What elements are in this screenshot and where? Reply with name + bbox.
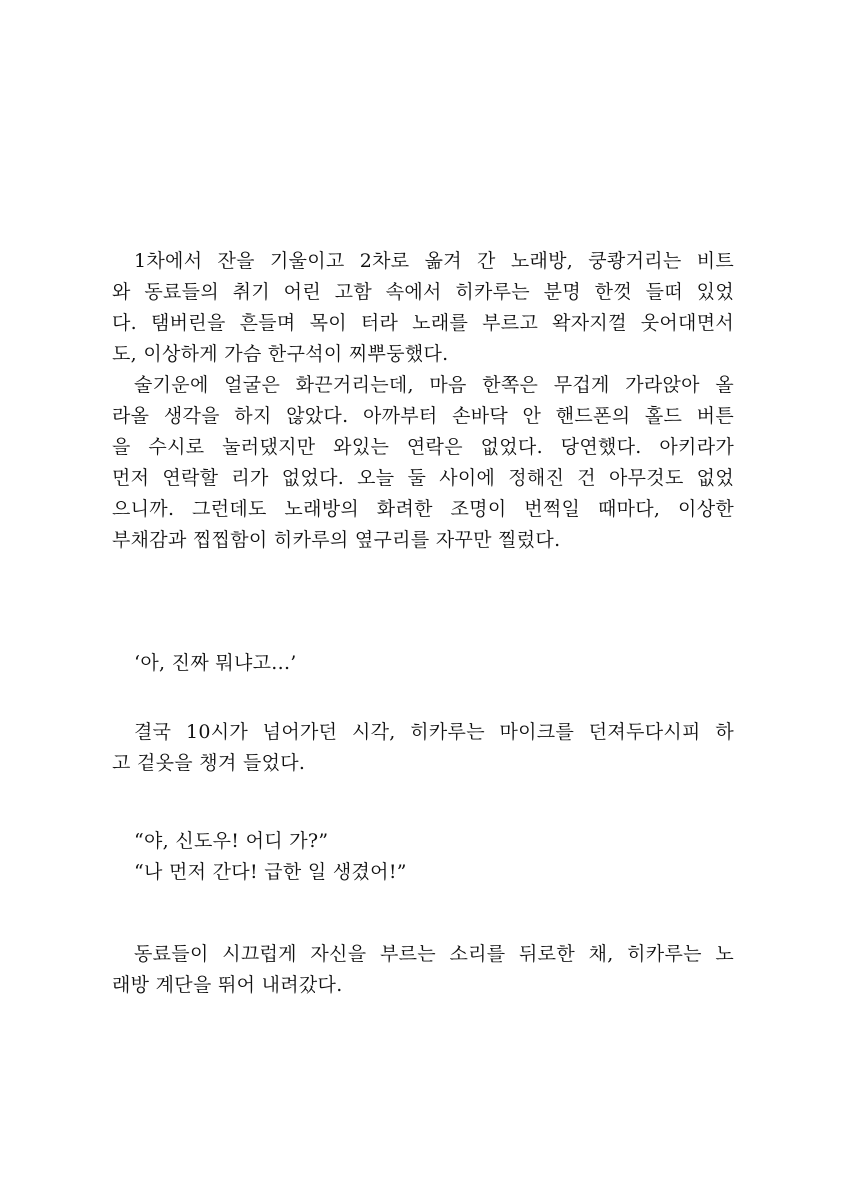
text-line: 으니까. 그런데도 노래방의 화려한 조명이 번쩍일 때마다, 이상한 [112, 498, 734, 520]
text-line: 술기운에 얼굴은 화끈거리는데, 마음 한쪽은 무겁게 가라앉아 올 [134, 374, 734, 396]
text-line: 라올 생각을 하지 않았다. 아까부터 손바닥 안 핸드폰의 홀드 버튼 [112, 405, 734, 427]
text-line: 결국 10시가 넘어가던 시각, 히카루는 마이크를 던져두다시피 하 [134, 721, 734, 743]
text-line: 먼저 연락할 리가 없었다. 오늘 둘 사이에 정해진 건 아무것도 없었 [112, 467, 734, 489]
text-line: 을 수시로 눌러댔지만 와있는 연락은 없었다. 당연했다. 아키라가 [112, 436, 734, 458]
text-line: “야, 신도우! 어디 가?” [134, 830, 329, 852]
paragraph-1 [112, 246, 734, 370]
text-line: ‘아, 진짜 뭐냐고...’ [134, 652, 297, 674]
paragraph-2 [112, 370, 734, 556]
text-line: 도, 이상하게 가슴 한구석이 찌뿌둥했다. [112, 343, 449, 365]
text-line: “나 먼저 간다! 급한 일 생겼어!” [134, 861, 407, 883]
paragraph-4 [112, 717, 734, 779]
text-line: 부채감과 찝찝함이 히카루의 옆구리를 자꾸만 찔렀다. [112, 529, 561, 551]
text-line: 동료들이 시끄럽게 자신을 부르는 소리를 뒤로한 채, 히카루는 노 [134, 943, 734, 965]
text-line: 1차에서 잔을 기울이고 2차로 옮겨 간 노래방, 쿵쾅거리는 비트 [134, 250, 734, 272]
text-line: 와 동료들의 취기 어린 고함 속에서 히카루는 분명 한껏 들떠 있었 [112, 281, 734, 303]
paragraph-6 [112, 939, 734, 1001]
text-line: 다. 탬버린을 흔들며 목이 터라 노래를 부르고 왁자지껄 웃어대면서 [112, 312, 734, 334]
paragraph-3 [112, 648, 734, 679]
text-line: 래방 계단을 뛰어 내려갔다. [112, 974, 343, 996]
paragraph-5 [112, 826, 734, 888]
text-line: 고 겉옷을 챙겨 들었다. [112, 752, 306, 774]
